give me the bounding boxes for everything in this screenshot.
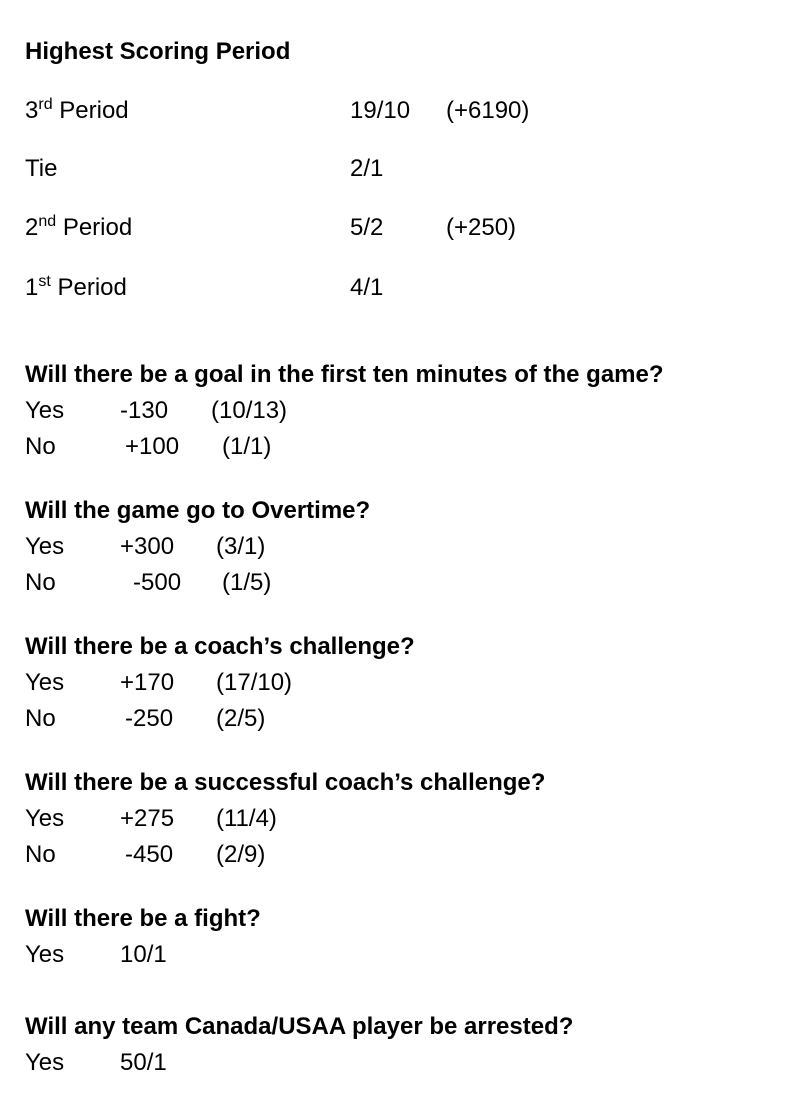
period-ordinal-suffix: rd	[38, 96, 53, 113]
period-word: Period	[57, 274, 127, 301]
period-ordinal-suffix: st	[38, 273, 51, 290]
answer-moneyline: +100	[125, 433, 180, 460]
answer-label: Yes	[25, 1049, 65, 1076]
answer-label: No	[25, 841, 56, 868]
answer-moneyline: -250	[125, 705, 174, 732]
period-row-label	[25, 213, 133, 241]
period-odds: 19/10	[350, 97, 411, 124]
answer-label: Yes	[25, 397, 65, 424]
answer-fractional: (1/5)	[222, 569, 272, 596]
answer-moneyline: +300	[120, 533, 175, 560]
answer-fractional: (2/5)	[216, 705, 266, 732]
period-number: 2	[25, 214, 39, 241]
period-word: Period	[62, 214, 133, 241]
answer-fractional: (1/1)	[222, 433, 272, 460]
period-row-label	[25, 96, 129, 124]
question-heading: Will there be a successful coach’s challenge?	[25, 769, 546, 796]
period-ordinal-suffix: nd	[38, 213, 57, 230]
answer-label: No	[25, 705, 56, 732]
period-row-label	[25, 273, 127, 301]
question-heading: Will any team Canada/USAA player be arrested?	[25, 1013, 574, 1040]
answer-label: Yes	[25, 669, 65, 696]
answer-moneyline: +170	[120, 669, 175, 696]
answer-moneyline: -500	[133, 569, 182, 596]
period-odds: 2/1	[350, 155, 384, 182]
period-row-label	[25, 157, 57, 181]
answer-moneyline: +275	[120, 805, 175, 832]
answer-label: Yes	[25, 941, 65, 968]
answer-fractional: (10/13)	[211, 397, 288, 424]
period-word: Tie	[25, 155, 58, 182]
period-american-odds: (+6190)	[446, 97, 530, 124]
answer-moneyline: -450	[125, 841, 174, 868]
answer-fractional: (17/10)	[216, 669, 293, 696]
answer-moneyline: -130	[120, 397, 169, 424]
period-number: 1	[25, 274, 39, 301]
answer-label: Yes	[25, 805, 65, 832]
period-american-odds: (+250)	[446, 214, 517, 241]
question-heading: Will there be a goal in the first ten minutes of the game?	[25, 361, 664, 388]
question-heading: Will there be a coach’s challenge?	[25, 633, 415, 660]
answer-label: No	[25, 569, 56, 596]
answer-label: Yes	[25, 533, 65, 560]
question-heading: Will there be a fight?	[25, 905, 261, 932]
answer-odds: 10/1	[120, 941, 167, 968]
period-odds: 5/2	[350, 214, 384, 241]
answer-fractional: (11/4)	[216, 805, 277, 832]
answer-odds: 50/1	[120, 1049, 167, 1076]
period-number: 3	[25, 97, 39, 124]
question-heading: Will the game go to Overtime?	[25, 497, 371, 524]
answer-fractional: (2/9)	[216, 841, 266, 868]
answer-fractional: (3/1)	[216, 533, 266, 560]
period-odds: 4/1	[350, 274, 384, 301]
period-heading: Highest Scoring Period	[25, 38, 291, 65]
period-word: Period	[59, 97, 129, 124]
answer-label: No	[25, 433, 56, 460]
